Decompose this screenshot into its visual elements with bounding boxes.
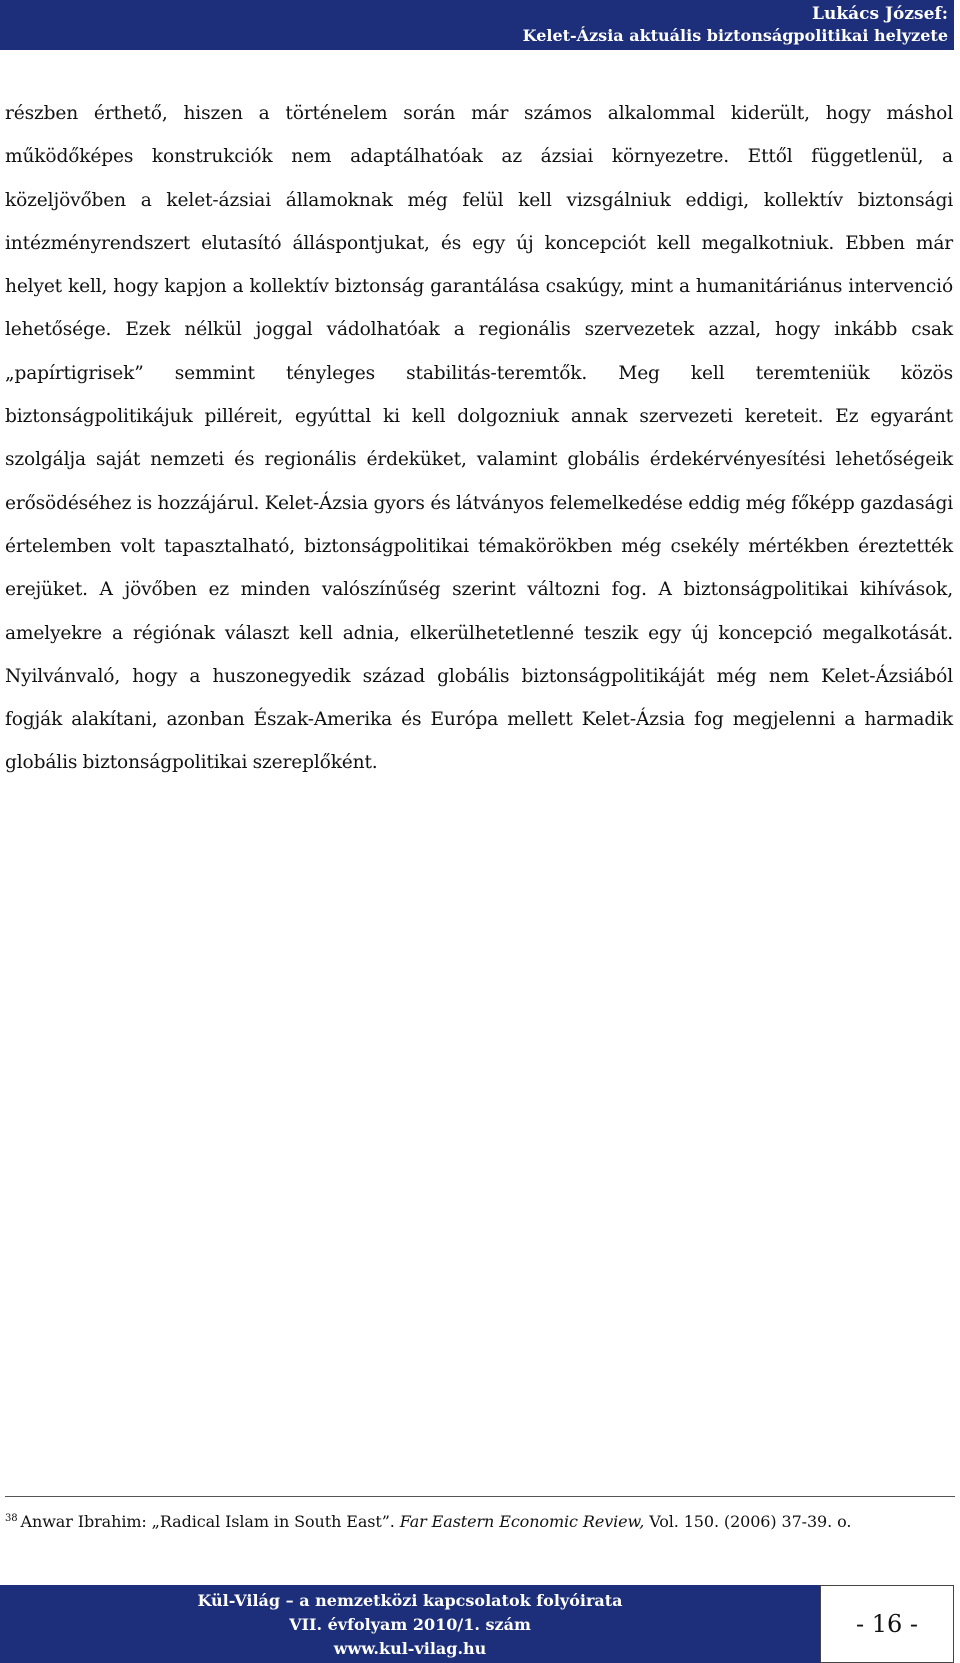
footnote-divider <box>5 1496 955 1497</box>
header-author: Lukács József: <box>812 4 948 24</box>
footer-volume: VII. évfolyam 2010/1. szám <box>289 1615 531 1634</box>
header-title: Kelet-Ázsia aktuális biztonságpolitikai helyzete <box>522 26 948 45</box>
footnote <box>5 1508 950 1533</box>
footer-journal-name: Kül-Világ – a nemzetközi kapcsolatok folyóirata <box>197 1591 623 1610</box>
page-number: - 16 - <box>820 1585 954 1663</box>
footer-website[interactable]: www.kul-vilag.hu <box>333 1639 487 1658</box>
page-header <box>0 0 954 50</box>
footnote-number: 38 <box>5 1513 18 1524</box>
body-paragraph: részben érthető, hiszen a történelem során már számos alkalommal kiderült, hogy máshol működőképes konstrukciók nem adaptálhatóak az ázsiai környezetre. Ettől függetlenül, a közeljövőben a kelet-ázsiai államoknak még felül kell vizsgálniuk eddigi, kollektív biztonsági intézményrendszert elutasító álláspontjukat, és egy új koncepciót kell megalkotniuk. Ebben már helyet kell, hogy kapjon a kollektív biztonság garantálása csakúgy, mint a humanitáriánus intervenció lehetősége. Ezek nélkül joggal vádolhatóak a regionális szervezetek azzal, hogy inkább csak „papírtigrisek” semmint tényleges stabilitás-teremtők. Meg kell teremteniük közös biztonságpolitikájuk pilléreit, egyúttal ki kell dolgozniuk annak szervezeti kereteit. Ez egyaránt szolgálja saját nemzeti és regionális érdeküket, valamint globális érdekérvényesítési lehetőségeik erősödéséhez is hozzájárul. Kelet-Ázsia gyors és látványos felemelkedése eddig még főképp gazdasági értelemben volt tapasztalható, biztonságpolitikai témakörökben még csekély mértékben éreztették erejüket. A jövőben ez minden valószínűség szerint változni fog. A biztonságpolitikai kihívások, amelyekre a régiónak választ kell adnia, elkerülhetetlenné teszik egy új koncepció megalkotását. Nyilvánvaló, hogy a huszonegyedik század globális biztonságpolitikáját még nem Kelet-Ázsiából fogják alakítani, azonban Észak-Amerika és Európa mellett Kelet-Ázsia fog megjelenni a harmadik globális biztonságpolitikai szereplőként. <box>5 103 953 774</box>
page-footer <box>0 1585 820 1663</box>
footnote-journal: Far Eastern Economic Review, <box>399 1512 645 1531</box>
footnote-text-after: Vol. 150. (2006) 37-39. o. <box>644 1512 852 1531</box>
footnote-text-before: Anwar Ibrahim: „Radical Islam in South East”. <box>20 1512 400 1531</box>
